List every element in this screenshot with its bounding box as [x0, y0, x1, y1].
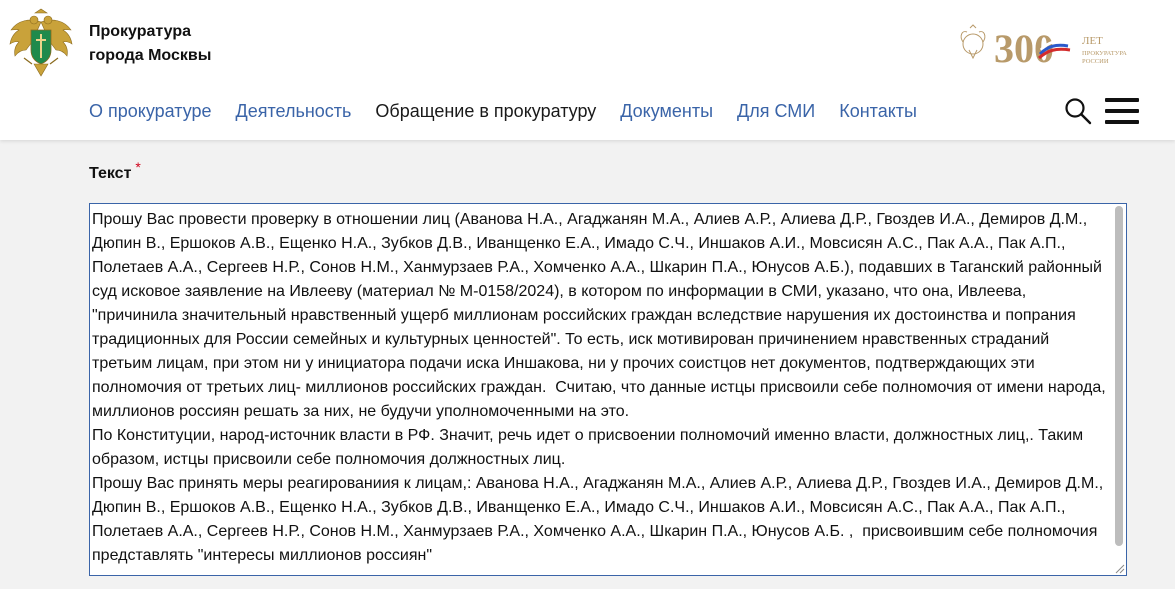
- text-field-label-text: Текст: [89, 165, 132, 182]
- organization-name[interactable]: [89, 20, 211, 68]
- main-nav: [89, 98, 917, 124]
- resize-grip-icon[interactable]: [1113, 562, 1125, 574]
- textarea-scrollbar[interactable]: [1114, 206, 1124, 548]
- nav-item-documents[interactable]: Документы: [620, 101, 714, 121]
- nav-item-media[interactable]: Для СМИ: [737, 101, 816, 121]
- appeal-text-value[interactable]: Прошу Вас провести проверку в отношении лиц (Аванова Н.А., Агаджанян М.А., Алиев А.Р., Алиева Д.Р., Гвоздев И.А., Демиров Д.М., Дюпин В., Ершоков А.В., Ещенко Н.А., Зубков Д.В., Иванщенко Е.А., Имадо С.Ч., Иншаков А.И., Мовсисян А.С., Пак А.А., Пак А.П., Полетаев А.А., Сергеев Н.Р., Сонов Н.М., Ханмурзаев Р.А., Хомченко А.А., Шкарин П.А., Юнусов А.Б.), подавших в Таганский районный суд исковое заявление на Ивлееву (материал № М-0158/2024), в котором по информации в СМИ, указано, что она, Ивлеева, "причинила значительный нравственный ущерб миллионам российских граждан вследствие нарушения их достоинства и попрания традиционных для России семейных и культурных ценностей". То есть, иск мотивирован причинением нравственных страданий третьим лицам, при этом ни у инициатора подачи иска Иншакова, ни у прочих соистцов нет документов, подтверждающих эти полномочия от третьих лиц- миллионов российских граждан. Считаю, что данные истцы присвоили себе полномочия от имени народа, миллионов россиян решать за них, не будучи уполномоченными на это. По Конституции, народ-источник власти в РФ. Значит, речь идет о присвоении полномочий именно власти, должностных лиц,. Таким образом, истцы присвоили себе полномочия должностных лиц. Прошу Вас принять меры реагированиия к лицам,: Аванова Н.А., Агаджанян М.А., Алиев А.Р., Алиева Д.Р., Гвоздев И.А., Демиров Д.М., Дюпин В., Ершоков А.В., Ещенко Н.А., Зубков Д.В., Иванщенко Е.А., Имадо С.Ч., Иншаков А.И., Мовсисян А.С., Пак А.А., Пак А.П., Полетаев А.А., Сергеев Н.Р., Сонов Н.М., Ханмурзаев Р.А., Хомченко А.А., Шкарин П.А., Юнусов А.Б. , присвоившим себе полномочия представлять "интересы миллионов россиян": [92, 211, 1106, 564]
- anniversary-sub1: ПРОКУРАТУРА: [1082, 50, 1127, 57]
- search-icon[interactable]: [1064, 97, 1092, 125]
- scrollbar-thumb[interactable]: [1115, 206, 1123, 546]
- site-header: [0, 0, 1175, 140]
- nav-item-about[interactable]: О прокуратуре: [89, 101, 212, 121]
- small-emblem-icon: [961, 25, 985, 58]
- appeal-text-area[interactable]: [89, 203, 1127, 576]
- menu-bar: [1105, 109, 1139, 113]
- prosecutor-emblem-icon[interactable]: [8, 8, 74, 78]
- anniversary-sub2: РОССИИ: [1082, 58, 1109, 65]
- anniversary-300-logo: [956, 20, 1146, 70]
- org-name-line1: Прокуратура: [89, 23, 192, 40]
- menu-bar: [1105, 120, 1139, 124]
- hamburger-menu-icon[interactable]: [1105, 98, 1139, 124]
- anniversary-number: 300: [994, 26, 1054, 70]
- nav-item-activity[interactable]: Деятельность: [235, 101, 352, 121]
- menu-bar: [1105, 98, 1139, 102]
- text-field-label: [89, 159, 141, 183]
- nav-item-appeal[interactable]: Обращение в прокуратуру: [375, 101, 597, 121]
- org-name-line2: города Москвы: [89, 47, 212, 64]
- required-mark: *: [135, 159, 141, 175]
- anniversary-word: ЛЕТ: [1082, 35, 1103, 47]
- nav-item-contacts[interactable]: Контакты: [839, 101, 917, 121]
